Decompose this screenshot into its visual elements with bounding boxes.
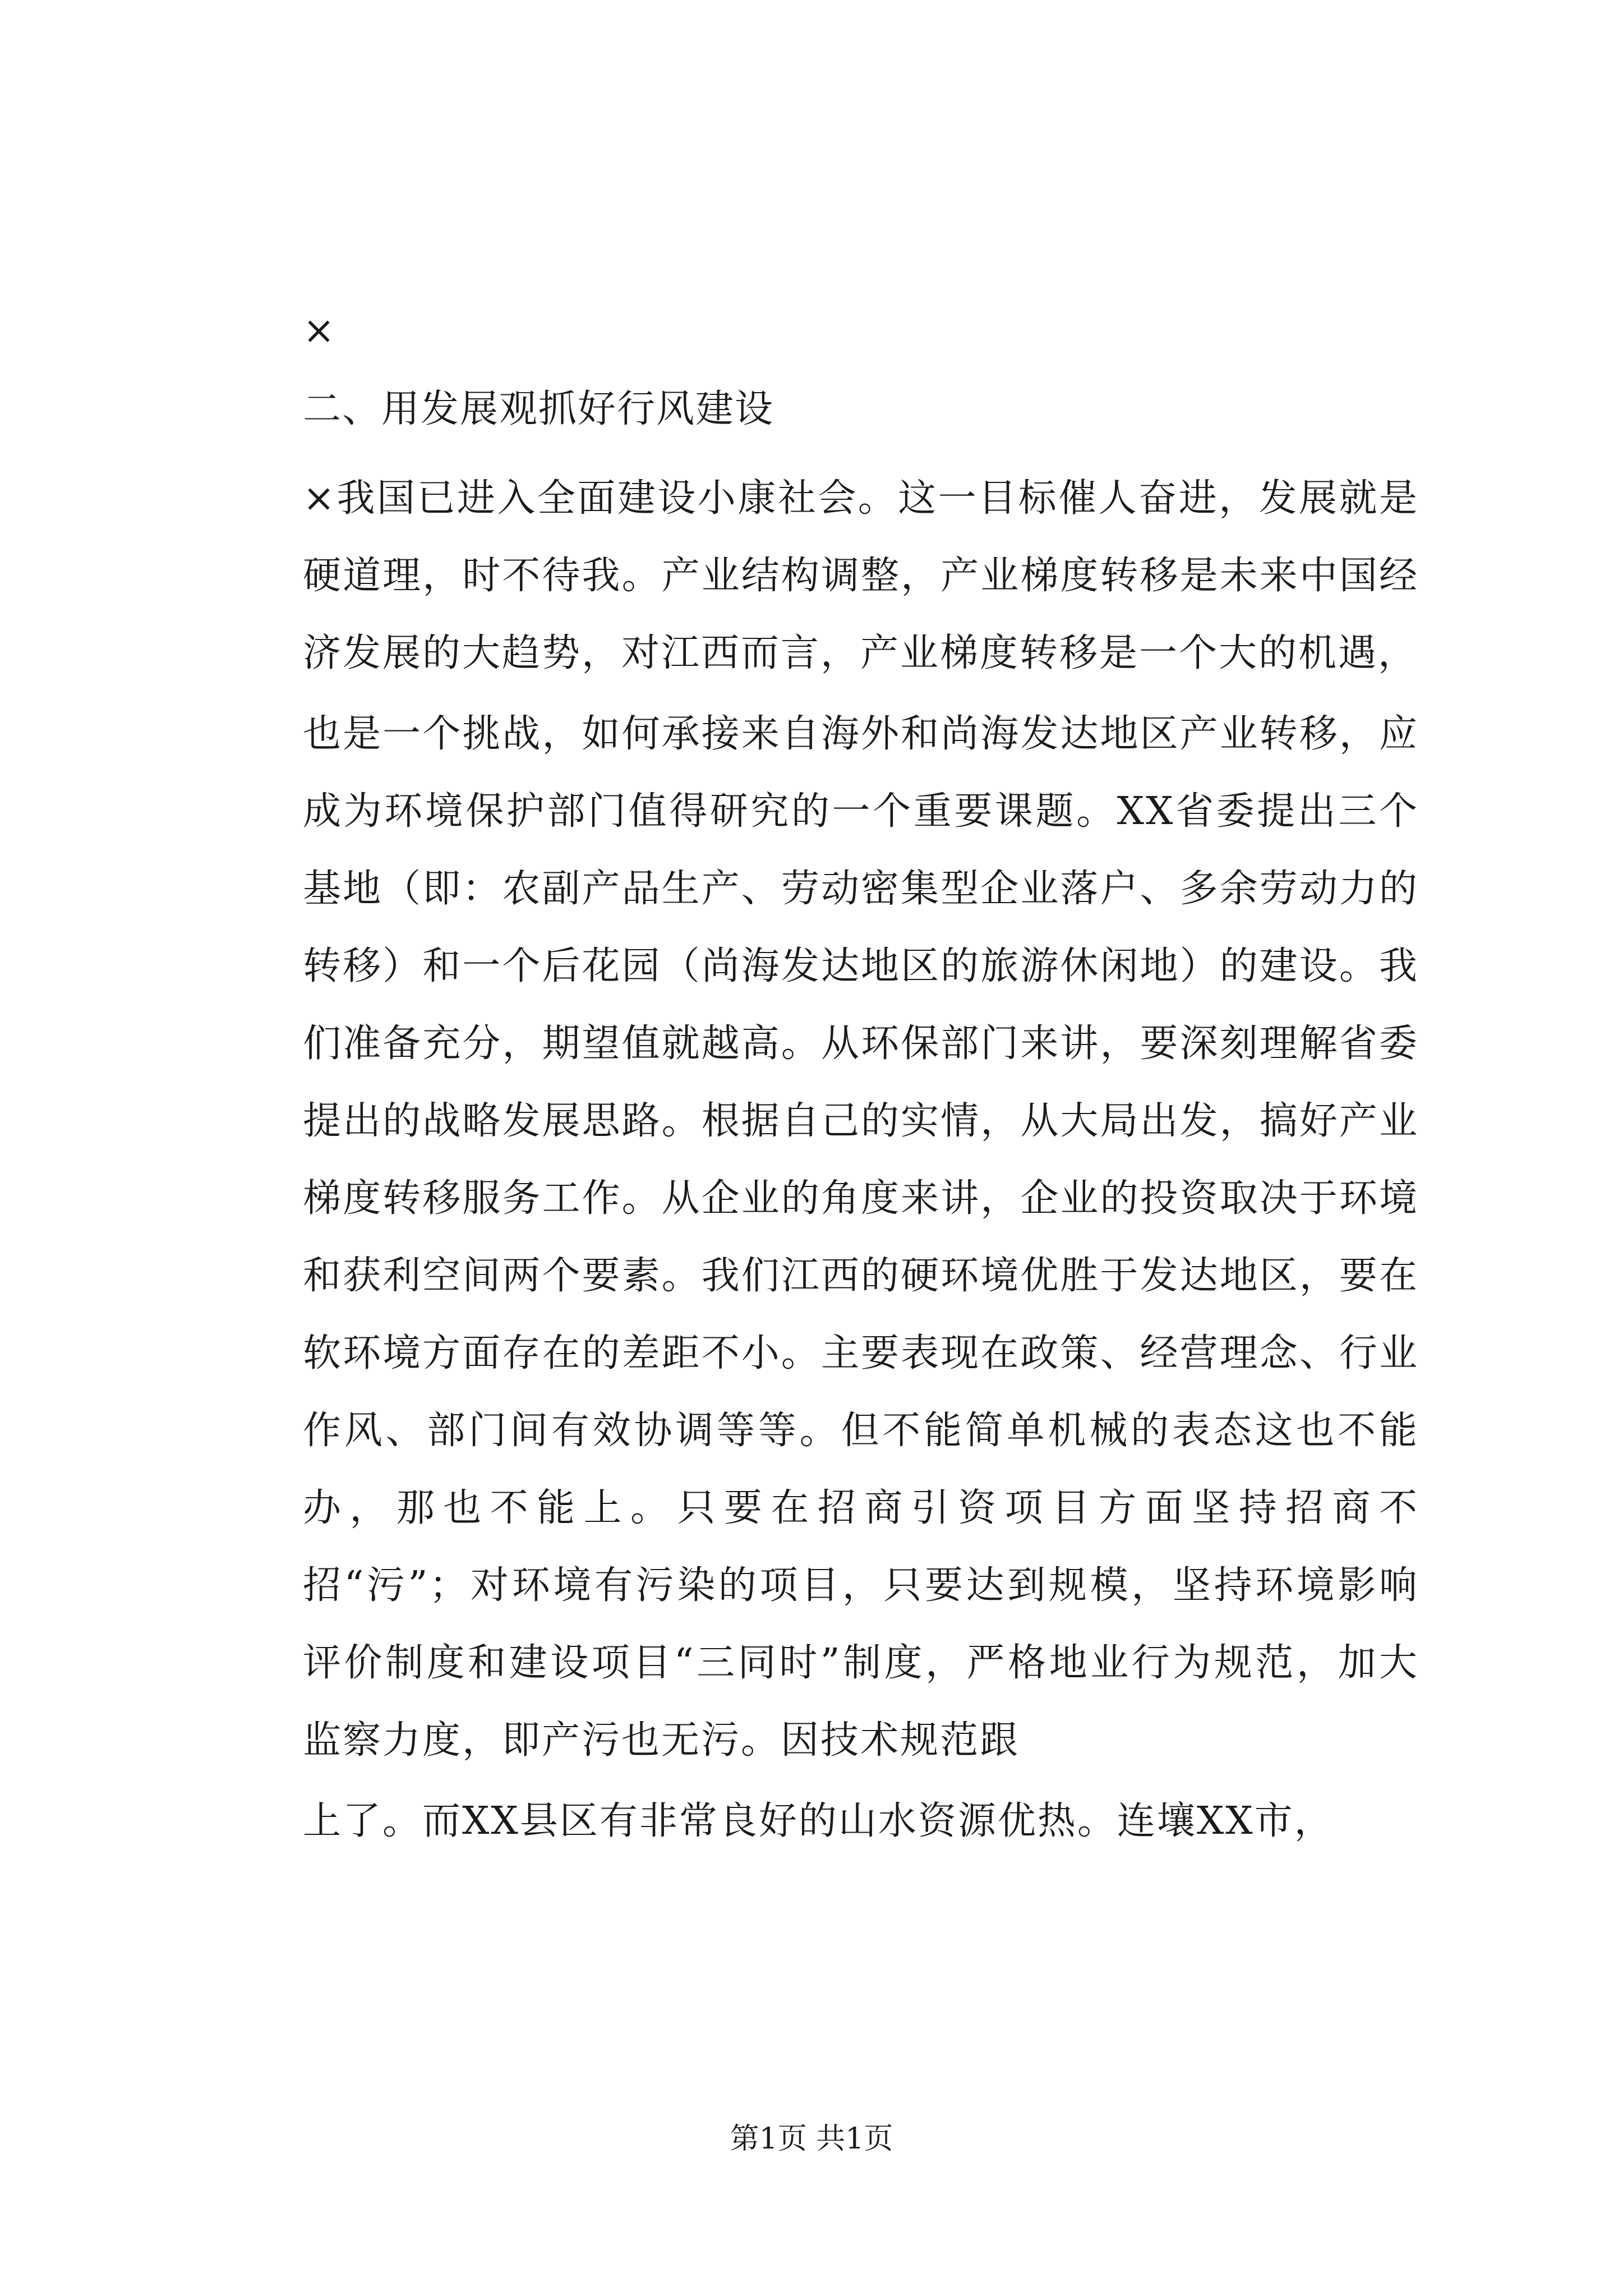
- paragraph-2: 也是一个挑战，如何承接来自海外和尚海发达地区产业转移，应成为环境保护部门值得研究的一个重要课题。XX省委提出三个基地（即：农副产品生产、劳动密集型企业落户、多余劳动力的转移）和一个后花园（尚海发达地区的旅游休闲地）的建设。我们准备充分，期望值就越高。从环保部门来讲，要深刻理解省委提出的战略发展思路。根据自己的实情，从大局出发，搞好产业梯度转移服务工作。从企业的角度来讲，企业的投资取决于环境和获利空间两个要素。我们江西的硬环境优胜于发达地区，要在软环境方面存在的差距不小。主要表现在政策、经营理念、行业作风、部门间有效协调等等。但不能简单机械的表态这也不能办，那也不能上。只要在招商引资项目方面坚持招商不招“污”；对环境有污染的项目，只要达到规模，坚持环境影响评价制度和建设项目“三同时”制度，严格地业行为规范，加大监察力度，即产污也无污。因技术规范跟: [303, 712, 1419, 1763]
- paragraph-1: ×我国已进入全面建设小康社会。这一目标催人奋进，发展就是硬道理，时不待我。产业结构调整，产业梯度转移是未来中国经济发展的大趋势，对江西而言，产业梯度转移是一个大的机遇，: [303, 476, 1419, 675]
- cross-mark: ×: [303, 309, 335, 353]
- section-heading: 二、用发展观抓好行风建设: [303, 387, 774, 431]
- document-body: [303, 303, 1419, 1864]
- page-footer: 第1页 共1页: [730, 2122, 893, 2156]
- paragraph-3: 上了。而XX县区有非常良好的山水资源优热。连壤XX市，: [303, 1799, 1334, 1843]
